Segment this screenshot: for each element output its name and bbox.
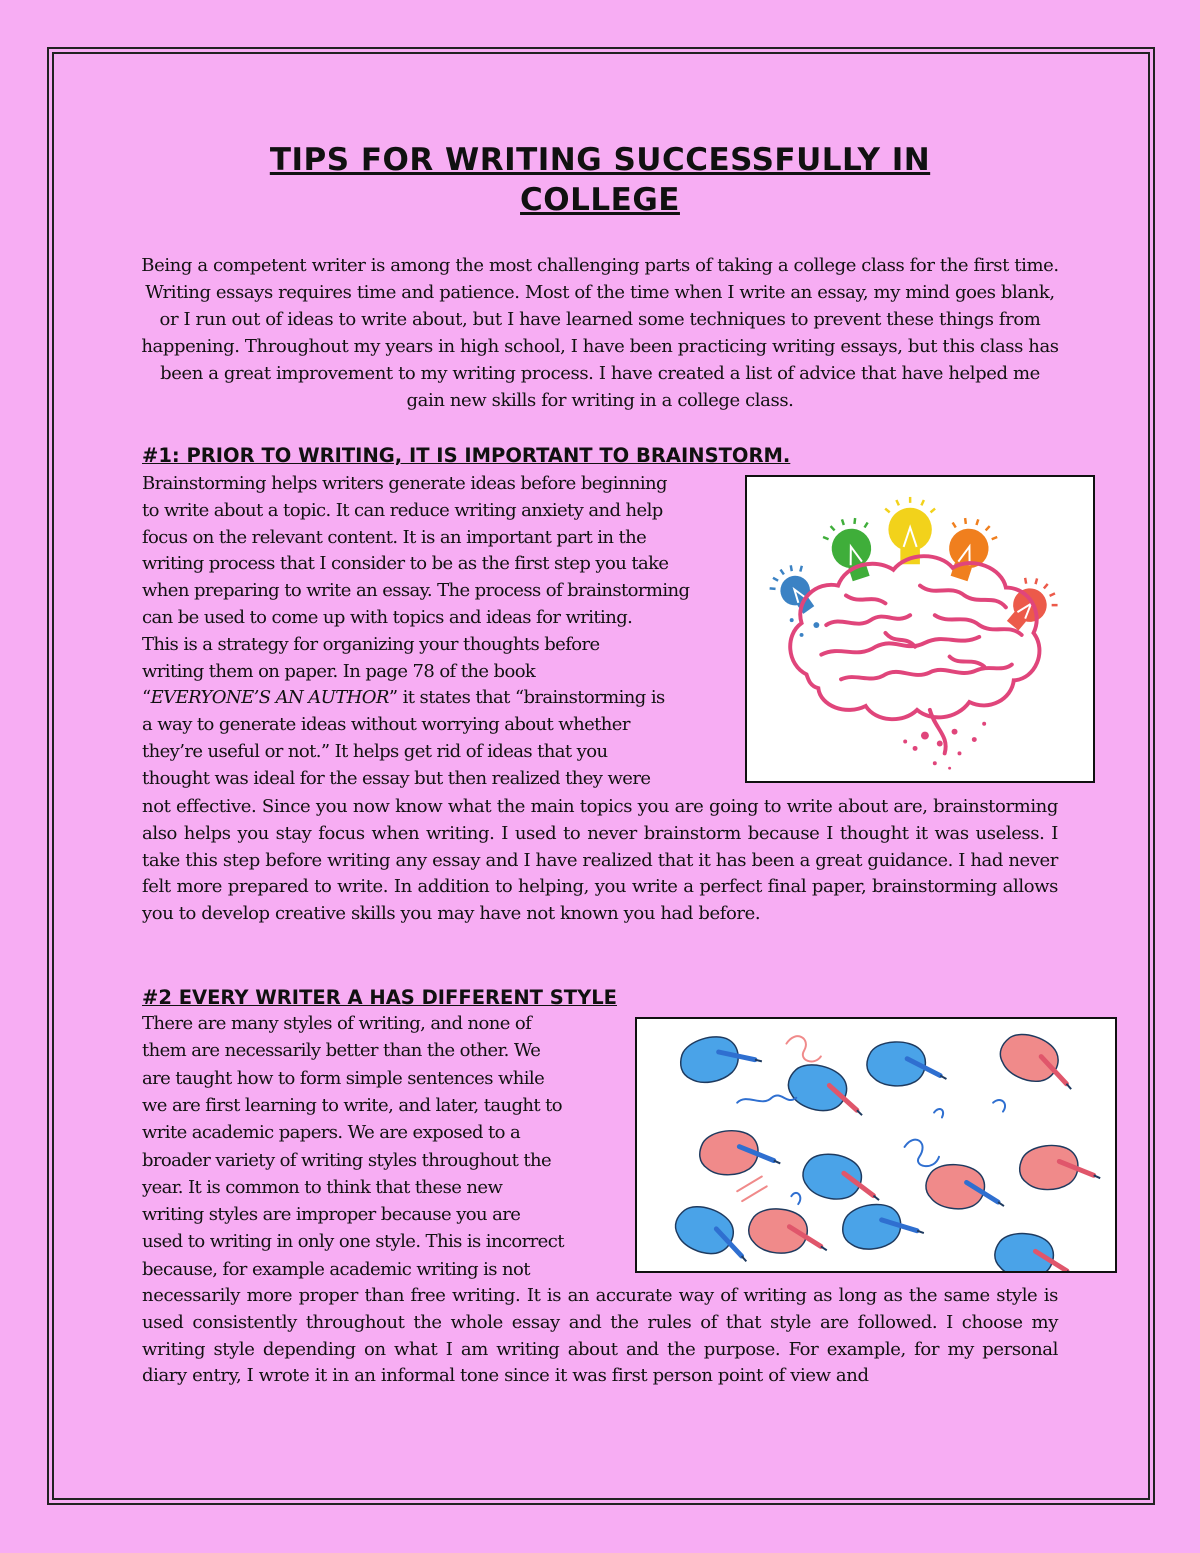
section1-line: to write about a topic. It can reduce writing anxiety and help (142, 499, 663, 521)
section2-line: There are many styles of writing, and none of (142, 1013, 532, 1034)
section2-line: year. It is common to think that these new (142, 1176, 503, 1198)
section2-line: because, for example academic writing is not (142, 1258, 530, 1280)
section1-line: can be used to come up with topics and ideas for writing. (142, 607, 633, 628)
paint-splatter-dot (952, 729, 958, 735)
paint-splatter-dot (800, 633, 804, 637)
writing-hand-icon (749, 1209, 827, 1253)
quote-open: “ (142, 687, 151, 709)
paint-splatter-dot (982, 722, 986, 726)
section1-line: focus on the relevant content. It is an important part in the (142, 526, 647, 548)
writing-hand-icon (670, 1201, 757, 1264)
paint-splatter-dot (921, 732, 929, 740)
section2-heading: #2 EVERY WRITER A HAS DIFFERENT STYLE (142, 986, 617, 1009)
title-line-2: COLLEGE (520, 182, 680, 218)
section1-line: when preparing to write an essay. The process of brainstorming (142, 580, 690, 602)
document-title (140, 140, 1060, 220)
writing-hand-icon (1016, 1137, 1101, 1194)
writing-hand-icon (838, 1193, 925, 1256)
writing-hand-icon (995, 1029, 1082, 1092)
writing-hand-icon (785, 1061, 870, 1118)
section2-line: broader variety of writing styles throughout the (142, 1149, 552, 1171)
ink-scribble (737, 1095, 796, 1102)
lightbulb-icon (937, 512, 1001, 586)
writing-hand-icon (926, 1165, 1004, 1209)
writing-hand-icon (865, 1038, 947, 1089)
section1-line: they’re useful or not.” It helps get rid of ideas that you (142, 741, 608, 762)
writing-hands-image (635, 1017, 1117, 1273)
writing-hand-icon (696, 1123, 781, 1180)
ink-scribble (791, 1193, 800, 1204)
paint-splatter-dot (913, 746, 918, 751)
section1-line: thought was ideal for the essay but then realized they were (142, 767, 651, 789)
brain-lightbulbs-image (745, 475, 1095, 783)
section1-line: This is a strategy for organizing your thoughts before (142, 633, 600, 655)
section2-line: are taught how to form simple sentences while (142, 1067, 545, 1089)
paint-splatter-dot (813, 622, 819, 628)
section1-line: writing them on paper. In page 78 of the book (142, 660, 536, 682)
paint-splatter-dot (948, 767, 951, 770)
book-title: EVERYONE’S AN AUTHOR (150, 687, 389, 709)
paint-splatter-dot (937, 741, 943, 747)
ink-scribble (993, 1100, 1005, 1112)
paint-splatter-dot (933, 761, 937, 765)
ink-scribble (786, 1036, 820, 1061)
writing-hand-icon (674, 1022, 762, 1090)
ink-scribble (934, 1109, 943, 1117)
ink-scribble (905, 1140, 939, 1166)
brain-lightbulbs-illustration (747, 477, 1093, 781)
section1-line: Brainstorming helps writers generate ideas before beginning (142, 473, 667, 494)
title-line-1: TIPS FOR WRITING SUCCESSFULLY IN (269, 142, 931, 178)
section1-paragraph: not effective. Since you now know what the main topics you are going to write about are, brainstorming also helps you stay focus when writing. I used to never brainstorm because I thought it was useless. I take this step before writing any essay and I have realized that it has been a great guidance. I had never felt more prepared to write. In addition to helping, you write a perfect final paper, brainstorming allows you to develop creative skills you may have not known you had before. (142, 796, 1058, 925)
ink-scribble (737, 1177, 767, 1202)
section1-heading: #1: PRIOR TO WRITING, IT IS IMPORTANT TO BRAINSTORM. (142, 444, 791, 467)
section1-quote-line (142, 685, 665, 712)
quote-after: ” it states that “brainstorming is (388, 687, 665, 709)
section2-line: them are necessarily better than the other. We (142, 1040, 541, 1062)
lightbulb-icon (820, 512, 884, 586)
paint-splatter-dot (790, 618, 794, 622)
paint-splatter-dot (972, 737, 977, 742)
lightbulb-icon (885, 497, 935, 564)
section2-line: write academic papers. We are exposed to a (142, 1122, 521, 1144)
section2-paragraph: necessarily more proper than free writing. It is an accurate way of writing as long as the same style is used consistently throughout the whole essay and the rules of that style are followed. I choose my writing style depending on what I am writing about and the purpose. For example, for my personal diary entry, I wrote it in an informal tone since it was first person point of view and (142, 1285, 1058, 1387)
section1-line: writing process that I consider to be as the first step you take (142, 553, 669, 575)
paint-splatter-dot (903, 740, 907, 744)
writing-hand-icon (801, 1152, 883, 1203)
section2-line: used to writing in only one style. This is incorrect (142, 1231, 564, 1253)
section1-line: a way to generate ideas without worrying about whether (142, 714, 630, 736)
writing-hand-icon (995, 1234, 1073, 1271)
section2-line: we are first learning to write, and later, taught to (142, 1094, 563, 1116)
intro-paragraph: Being a competent writer is among the most challenging parts of taking a college class for the first time. Writing essays requires time and patience. Most of the time when I write an essay, my mind goes blank, or I run out of ideas to write about, but I have learned some techniques to prevent these things from happening. Throughout my years in high school, I have been practicing writing essays, but this class has been a great improvement to my writing process. I have created a list of advice that have helped me gain new skills for writing in a college class. (141, 255, 1059, 411)
writing-hands-illustration (637, 1019, 1115, 1271)
section2-line: writing styles are improper because you are (142, 1204, 521, 1226)
paint-splatter-dot (958, 751, 962, 755)
